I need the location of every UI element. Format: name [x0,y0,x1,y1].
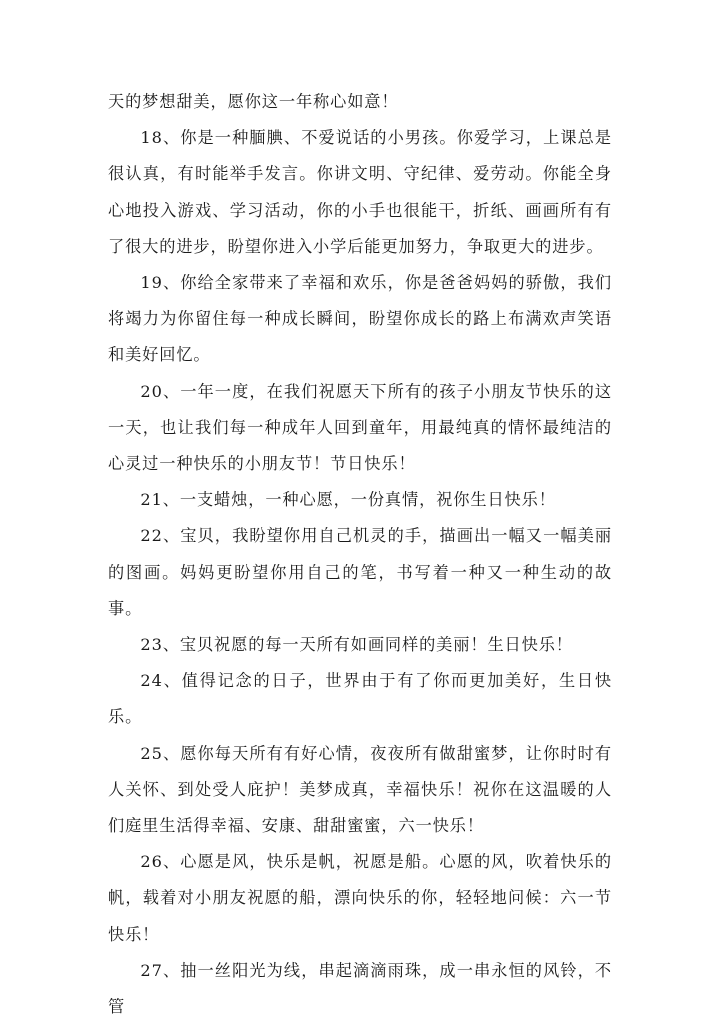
paragraph-24: 24、值得记念的日子，世界由于有了你而更加美好，生日快乐。 [108,671,612,727]
paragraph-19: 19、你给全家带来了幸福和欢乐，你是爸爸妈妈的骄傲，我们将竭力为你留住每一种成长瞬间，盼望你成长的路上布满欢声笑语和美好回忆。 [108,273,612,365]
paragraph-23: 23、宝贝祝愿的每一天所有如画同样的美丽！生日快乐！ [140,635,573,655]
paragraph-21: 21、一支蜡烛，一种心愿，一份真情，祝你生日快乐！ [140,490,556,510]
paragraph-25: 25、愿你每天所有有好心情，夜夜所有做甜蜜梦，让你时时有人关怀、到处受人庇护！美梦成真，幸福快乐！祝你在这温暖的人们庭里生活得幸福、安康、甜甜蜜蜜，六一快乐！ [108,743,612,836]
paragraph-continuation: 天的梦想甜美，愿你这一年称心如意！ [108,92,399,111]
paragraph-18: 18、你是一种腼腆、不爱说话的小男孩。你爱学习，上课总是很认真，有时能举手发言。你讲文明、守纪律、爱劳动。你能全身心地投入游戏、学习活动，你的小手也很能干，折纸、画画所有有了很大的进步，盼望你进入小学后能更加努力，争取更大的进步。 [108,128,612,256]
paragraph-27: 27、抽一丝阳光为线，串起滴滴雨珠，成一串永恒的风铃，不管 [108,960,612,1017]
document-body [108,84,612,1025]
paragraph-22: 22、宝贝，我盼望你用自己机灵的手，描画出一幅又一幅美丽的图画。妈妈更盼望你用自己的笔，书写着一种又一种生动的故事。 [108,526,612,618]
paragraph-26: 26、心愿是风，快乐是帆，祝愿是船。心愿的风，吹着快乐的帆，载着对小朋友祝愿的船，漂向快乐的你，轻轻地问候：六一节快乐！ [108,852,612,944]
paragraph-20: 20、一年一度，在我们祝愿天下所有的孩子小朋友节快乐的这一天，也让我们每一种成年人回到童年，用最纯真的情怀最纯洁的心灵过一种快乐的小朋友节！节日快乐！ [108,381,612,474]
